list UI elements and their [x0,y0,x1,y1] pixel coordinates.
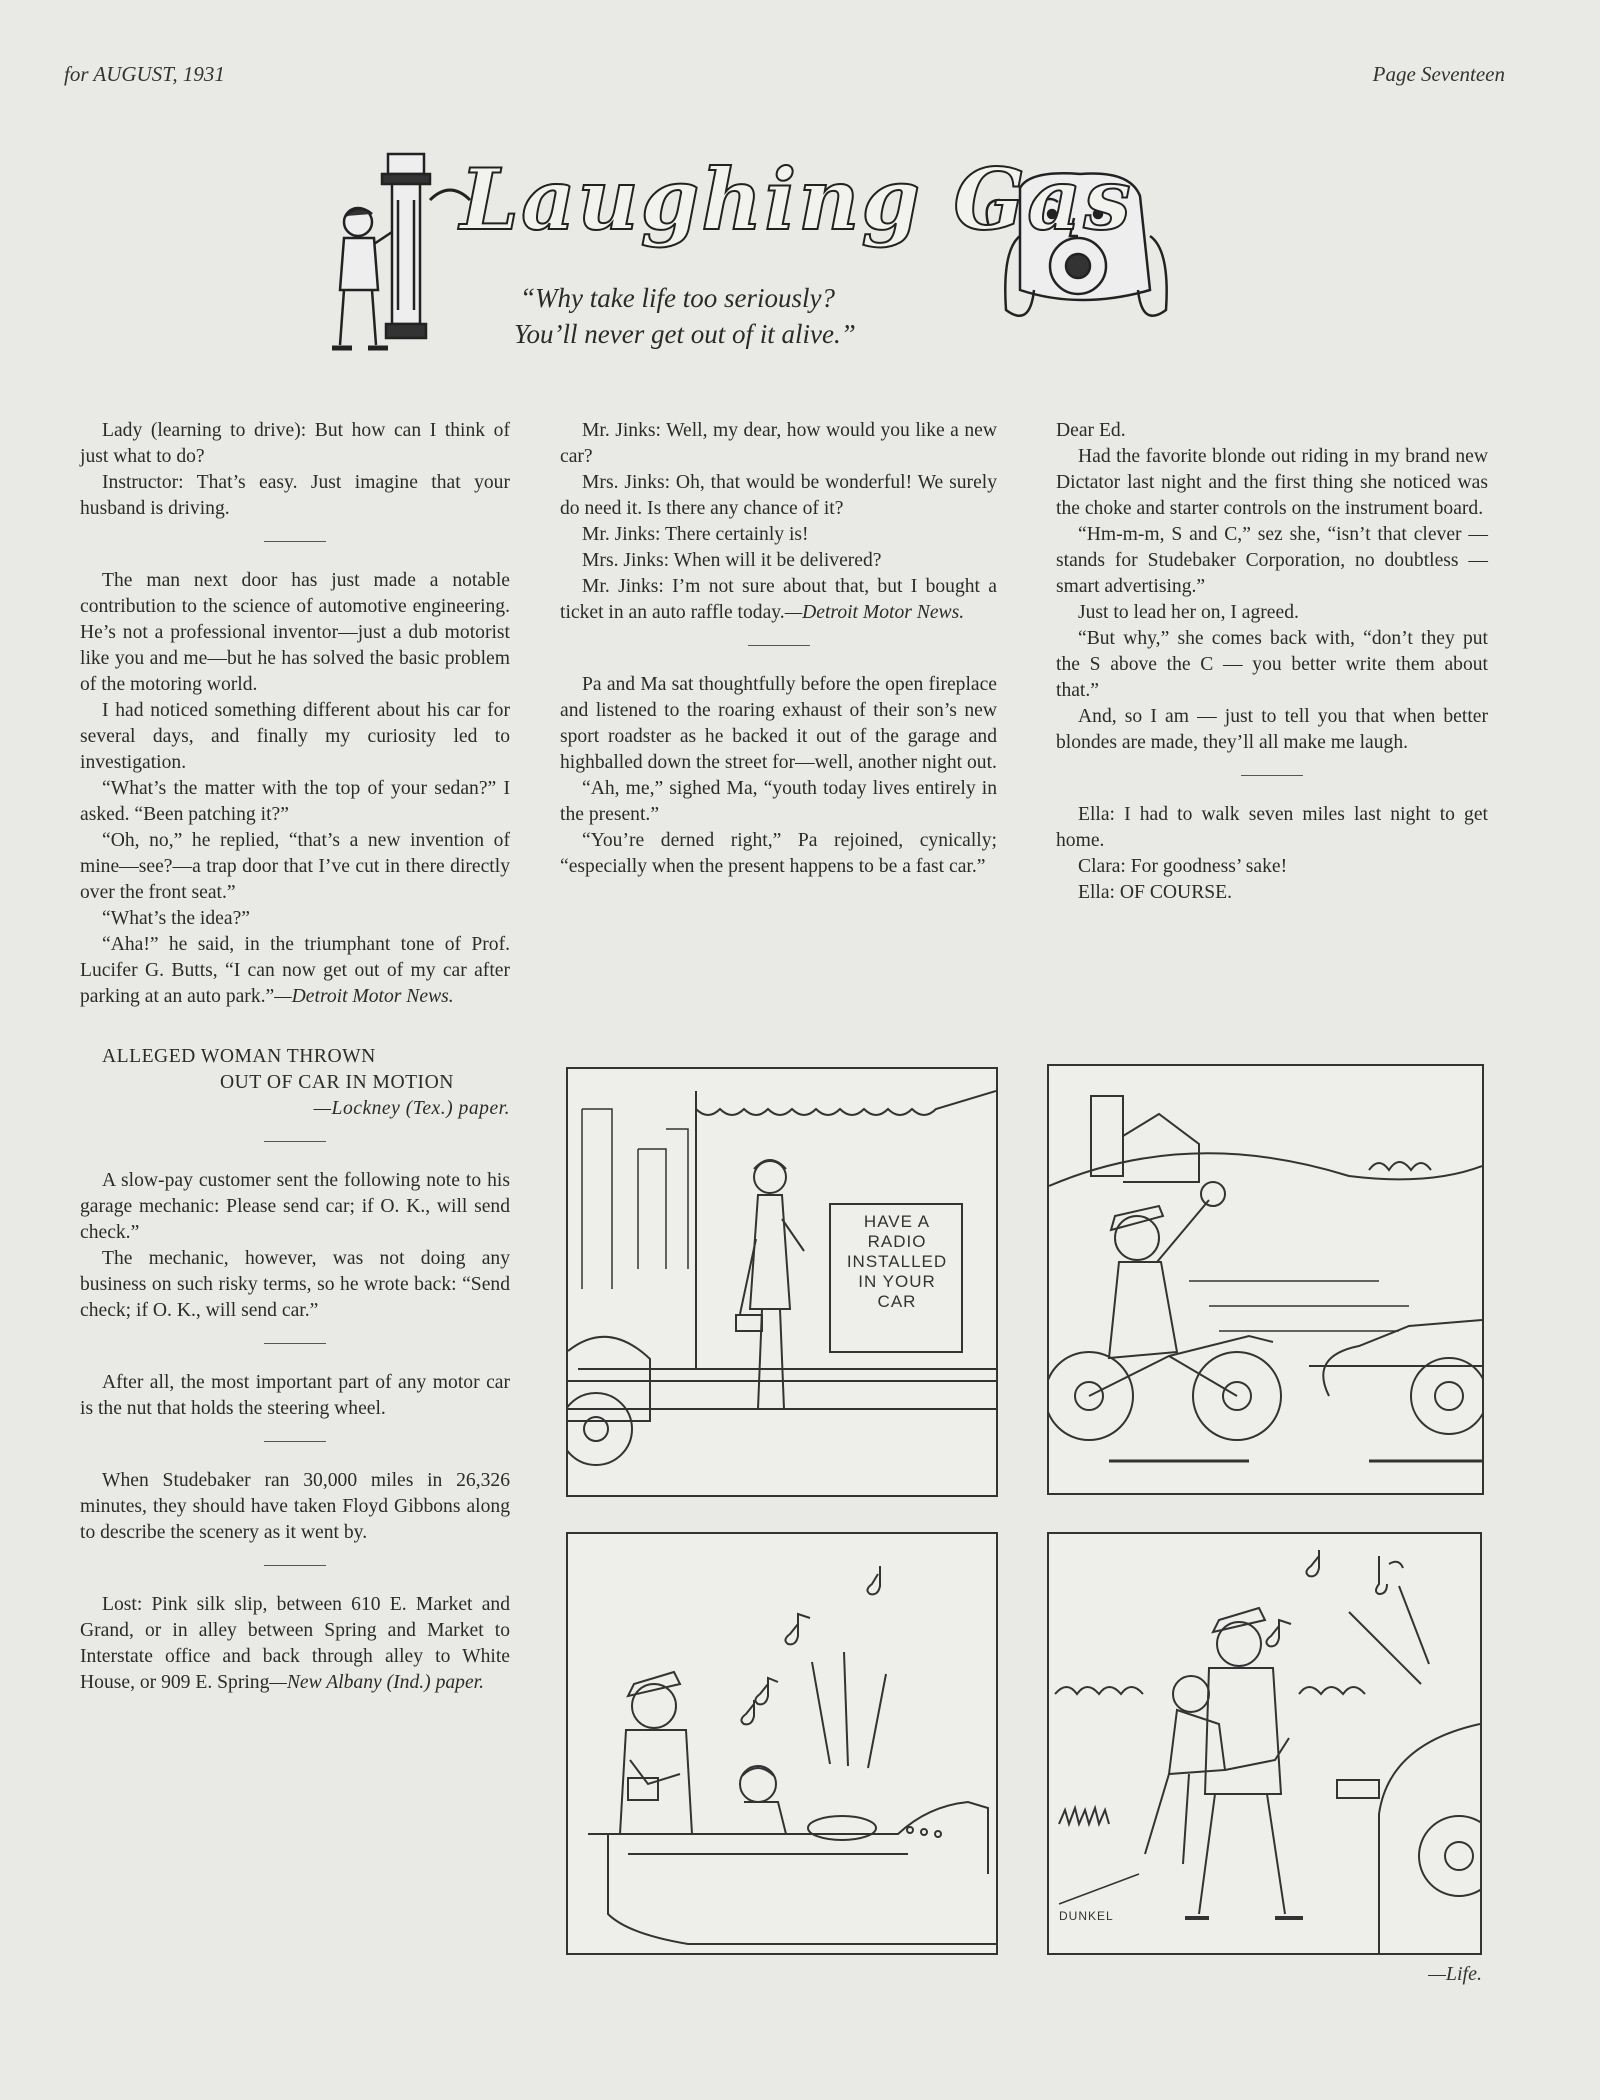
cartoon-panel-3 [566,1532,998,1955]
paragraph: Lady (learning to drive): But how can I think of just what to do? [80,420,510,467]
paragraph: Just to lead her on, I agreed. [1078,602,1299,623]
divider [264,1441,326,1442]
paragraph: “Oh, no,” he replied, “that’s a new invention of mine—see?—a trap door that I’ve cut in there directly over the front seat.” [80,830,510,903]
artist-signature: DUNKEL [1059,1909,1114,1923]
paragraph: Mrs. Jinks: Oh, that would be wonderful! We surely do need it. Is there any chance of it? [560,472,997,519]
source-credit: —Detroit Motor News. [784,602,965,623]
sign-line: HAVE A [863,1212,931,1231]
tagline-line-2: You’ll never get out of it alive.” [514,319,856,349]
sign-line: IN YOUR [858,1272,936,1291]
divider [748,645,810,646]
divider [264,541,326,542]
paragraph: A slow-pay customer sent the following note to his garage mechanic: Please send car; if O. K., will send check.” [80,1170,510,1243]
radio-sign [836,1212,958,1312]
paragraph [80,932,510,1010]
cartoon-panel-4-drawing [1049,1534,1480,1953]
column-3 [1056,418,1488,906]
running-head-page: Page Seventeen [1372,62,1505,86]
column-1 [80,418,510,1696]
masthead-tagline [514,280,856,352]
cartoon-panel-1 [566,1067,998,1497]
paragraph-text: Lost: Pink silk slip, between 610 E. Market and Grand, or in alley between Spring and Market to Interstate office and back through alley to White House, or 909 E. Spring [80,1594,510,1693]
source-credit: —New Albany (Ind.) paper. [269,1672,485,1693]
paragraph: Mrs. Jinks: When will it be delivered? [582,550,882,571]
paragraph: “What’s the matter with the top of your sedan?” I asked. “Been patching it?” [80,778,510,825]
paragraph: Mr. Jinks: Well, my dear, how would you like a new car? [560,420,997,467]
cartoon-panel-3-drawing [568,1534,996,1953]
paragraph-text: Mr. Jinks: I’m not sure about that, but I bought a ticket in an auto raffle today. [560,576,997,623]
column-2 [560,418,997,880]
paragraph: I had noticed something different about his car for several days, and finally my curiosity led to investigation. [80,700,510,773]
paragraph: “You’re derned right,” Pa rejoined, cynically; “especially when the present happens to be a fast car.” [560,830,997,877]
paragraph: After all, the most important part of any motor car is the nut that holds the steering wheel. [80,1372,510,1419]
paragraph: Dear Ed. [1056,420,1126,441]
tagline-line-1: “Why take life too seriously? [520,283,835,313]
divider [1241,775,1303,776]
paragraph: Instructor: That’s easy. Just imagine that your husband is driving. [80,472,510,519]
paragraph-text: “Aha!” he said, in the triumphant tone of Prof. Lucifer G. Butts, “I can now get out of my car after parking at an auto park.” [80,934,510,1007]
paragraph: Pa and Ma sat thoughtfully before the open fireplace and listened to the roaring exhaust of their son’s new sport roadster as he backed it out of the garage and highballed down the street for—well, another night out. [560,674,997,773]
running-head-date: for AUGUST, 1931 [64,62,225,86]
paragraph [80,1592,510,1696]
masthead [330,140,1210,380]
paragraph: Clara: For goodness’ sake! [1078,856,1288,877]
paragraph: “But why,” she comes back with, “don’t they put the S above the C — you better write them about that.” [1056,628,1488,701]
headline [80,1044,510,1122]
paragraph: Mr. Jinks: There certainly is! [582,524,809,545]
source-credit: —Detroit Motor News. [274,986,454,1007]
divider [264,1565,326,1566]
cartoon-panel-4 [1047,1532,1482,1955]
cartoon-panel-2-drawing [1049,1066,1482,1493]
cartoon-panel-2 [1047,1064,1484,1495]
paragraph: Ella: I had to walk seven miles last night to get home. [1056,804,1488,851]
paragraph: And, so I am — just to tell you that when better blondes are made, they’ll all make me laugh. [1056,706,1488,753]
paragraph: Had the favorite blonde out riding in my brand new Dictator last night and the first thing she noticed was the choke and starter controls on the instrument board. [1056,446,1488,519]
paragraph: “Hm-m-m, S and C,” sez she, “isn’t that clever — stands for Studebaker Corporation, no doubtless — smart advertising.” [1056,524,1488,597]
paragraph: The mechanic, however, was not doing any business on such risky terms, so he wrote back: “Send check; if O. K., will send car.” [80,1248,510,1321]
paragraph: The man next door has just made a notable contribution to the science of automotive engineering. He’s not a professional inventor—just a dub motorist like you and me—but he has solved the basic problem of the motoring world. [80,570,510,695]
paragraph: “What’s the idea?” [102,908,250,929]
sign-line: CAR [877,1292,917,1311]
divider [264,1343,326,1344]
sign-line: INSTALLED [846,1252,948,1271]
paragraph: When Studebaker ran 30,000 miles in 26,326 minutes, they should have taken Floyd Gibbons along to describe the scenery as it went by. [80,1470,510,1543]
divider [264,1141,326,1142]
headline-line-1: ALLEGED WOMAN THROWN [102,1046,376,1067]
masthead-title: Laughing Gas [460,150,1133,249]
sign-line: RADIO [867,1232,927,1251]
paragraph: Ella: OF COURSE. [1078,882,1233,903]
paragraph [560,574,997,626]
cartoon-credit: —Life. [1428,1963,1482,1985]
headline-line-2: OUT OF CAR IN MOTION [220,1072,454,1093]
headline-source: —Lockney (Tex.) paper. [313,1098,510,1119]
paragraph: “Ah, me,” sighed Ma, “youth today lives entirely in the present.” [560,778,997,825]
